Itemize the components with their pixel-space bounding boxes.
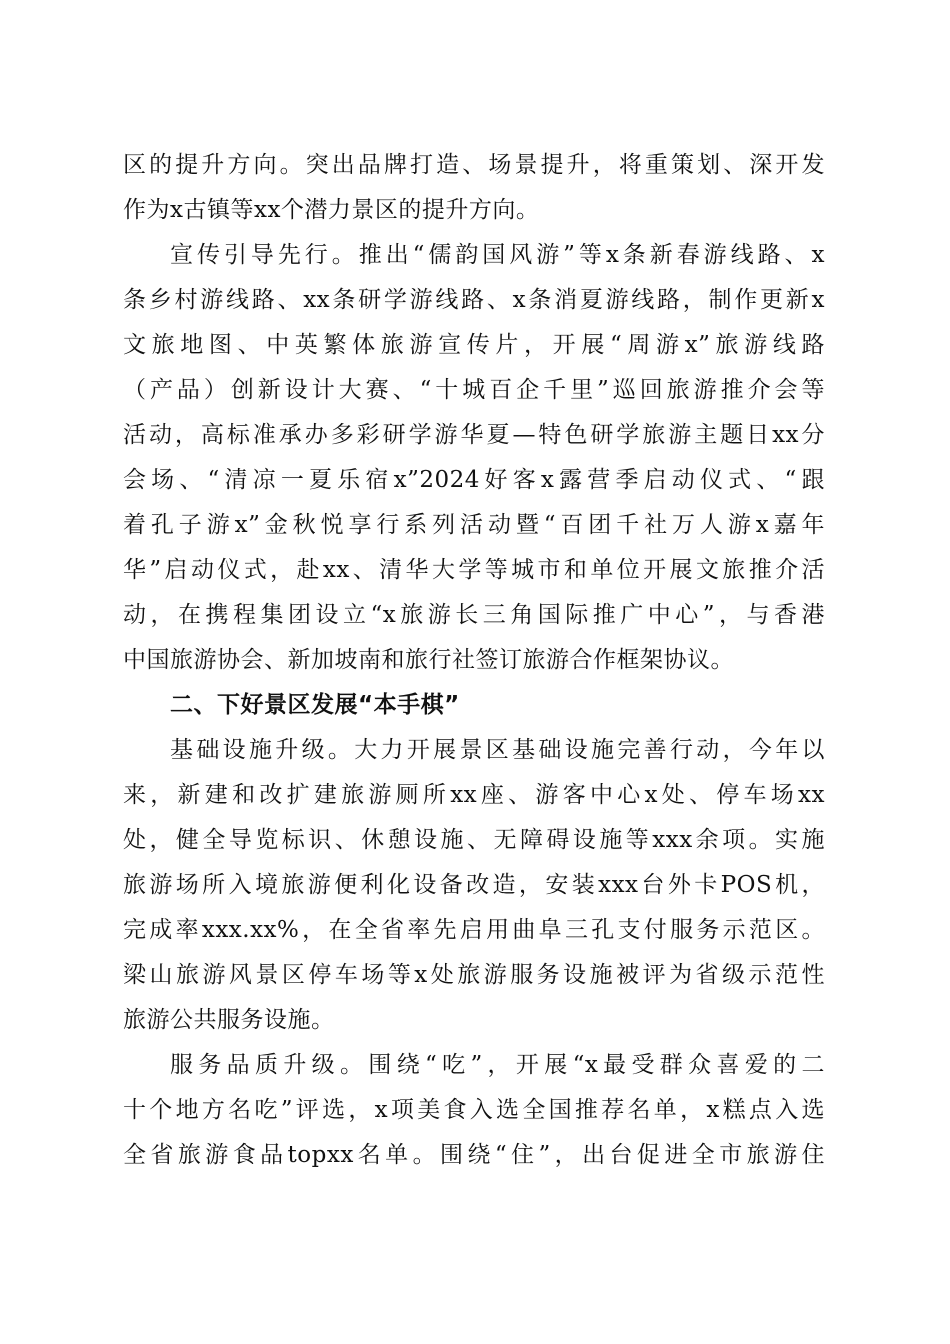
paragraph-start-line: 基础设施升级。大力开展景区基础设施完善行动，今年以	[170, 737, 825, 763]
document-body	[123, 143, 825, 1178]
text-line: 条乡村游线路、xx条研学游线路、x条消夏游线路，制作更新x	[123, 287, 825, 313]
text-line: 华”启动仪式，赴xx、清华大学等城市和单位开展文旅推介活	[123, 557, 825, 583]
section-heading: 二、下好景区发展“本手棋”	[170, 692, 460, 718]
text-line: 来，新建和改扩建旅游厕所xx座、游客中心x处、停车场xx	[123, 782, 825, 808]
text-line: 区的提升方向。突出品牌打造、场景提升，将重策划、深开发	[123, 152, 825, 178]
text-line: 完成率xxx.xx%，在全省率先启用曲阜三孔支付服务示范区。	[123, 917, 825, 943]
text-line: 全省旅游食品topxx名单。围绕“住”，出台促进全市旅游住	[123, 1142, 825, 1168]
text-line: 着孔子游x”金秋悦享行系列活动暨“百团千社万人游x嘉年	[123, 512, 825, 538]
text-line: 十个地方名吃”评选，x项美食入选全国推荐名单，x糕点入选	[123, 1097, 825, 1123]
text-line: 活动，高标准承办多彩研学游华夏—特色研学旅游主题日xx分	[123, 422, 825, 448]
text-line: 动，在携程集团设立“x旅游长三角国际推广中心”，与香港	[123, 602, 825, 628]
text-line: 梁山旅游风景区停车场等x处旅游服务设施被评为省级示范性	[123, 962, 825, 988]
text-line: 会场、“清凉一夏乐宿x”2024好客x露营季启动仪式、“跟	[123, 467, 825, 493]
text-line: 旅游公共服务设施。	[123, 1007, 335, 1033]
text-line: 旅游场所入境旅游便利化设备改造，安装xxx台外卡POS机，	[123, 872, 825, 898]
text-line: 中国旅游协会、新加坡南和旅行社签订旅游合作框架协议。	[123, 647, 734, 673]
text-line: 文旅地图、中英繁体旅游宣传片，开展“周游x”旅游线路	[123, 332, 825, 358]
text-line: （产品）创新设计大赛、“十城百企千里”巡回旅游推介会等	[123, 377, 825, 403]
paragraph-start-line: 宣传引导先行。推出“儒韵国风游”等x条新春游线路、x	[170, 242, 825, 268]
paragraph-start-line: 服务品质升级。围绕“吃”，开展“x最受群众喜爱的二	[170, 1052, 825, 1078]
text-line: 作为x古镇等xx个潜力景区的提升方向。	[123, 197, 540, 223]
text-line: 处，健全导览标识、休憩设施、无障碍设施等xxx余项。实施	[123, 827, 825, 853]
